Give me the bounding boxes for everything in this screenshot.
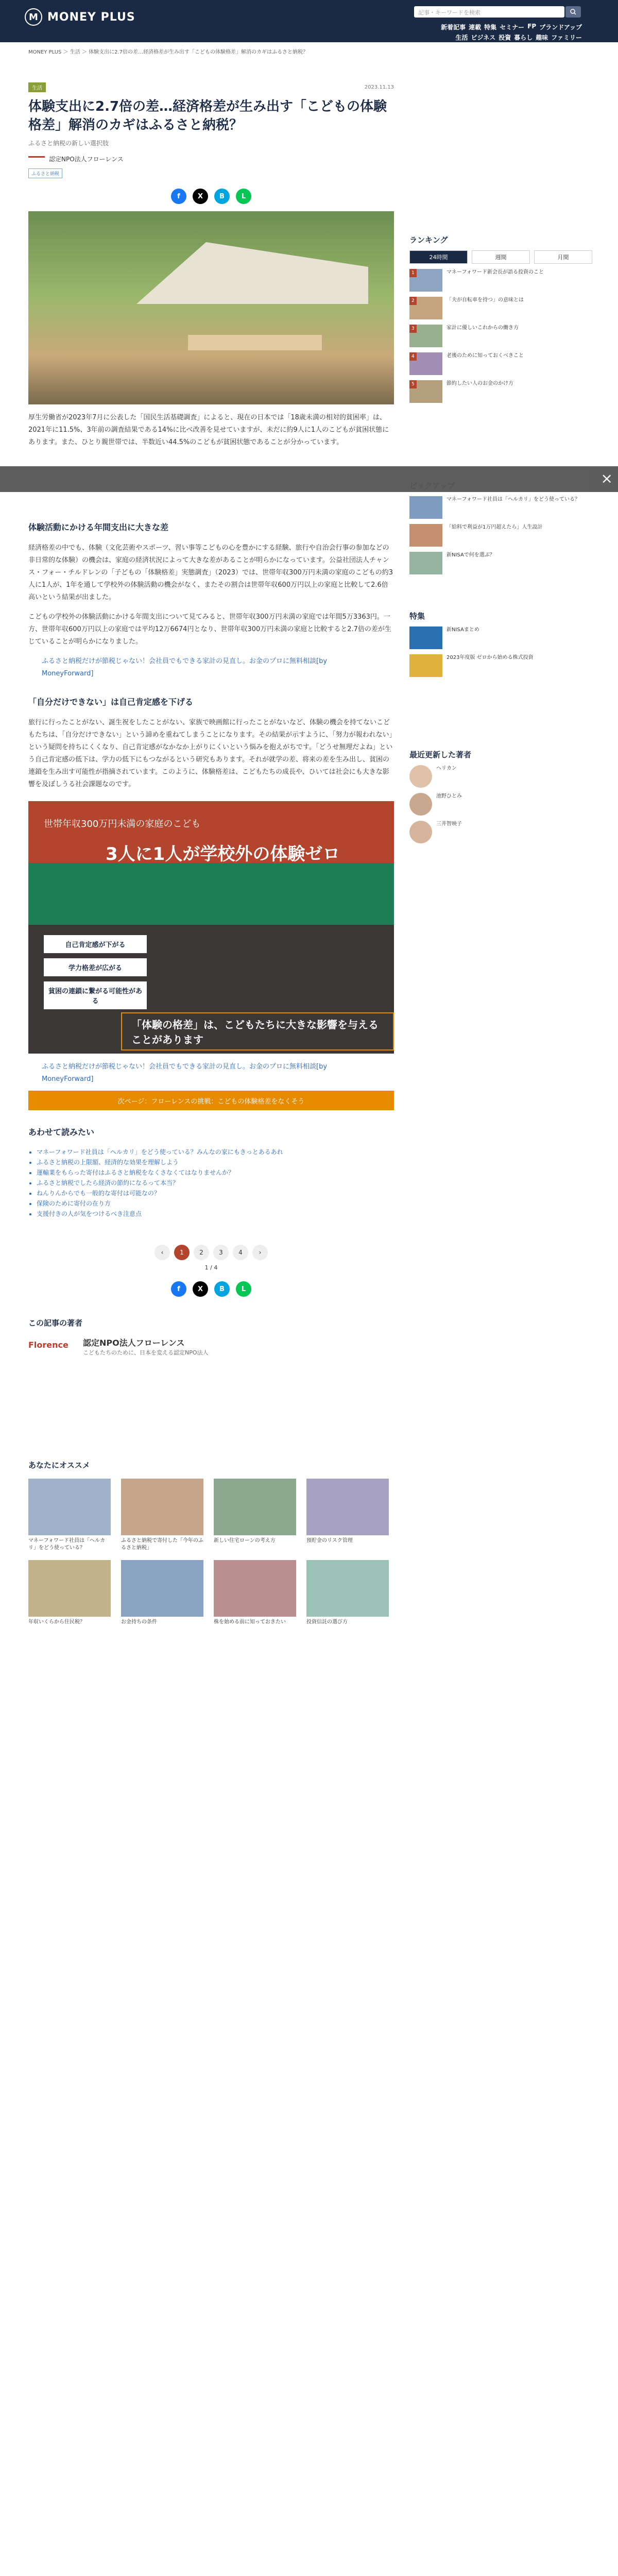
pagination [28, 1245, 394, 1260]
site-header [0, 0, 618, 42]
search-icon[interactable] [565, 6, 581, 18]
author-line[interactable] [28, 155, 394, 163]
recommend-title: あなたにオススメ [28, 1461, 90, 1470]
list-item[interactable]: • 保険のために寄付の在り方 [37, 1198, 394, 1209]
pickup-item[interactable]: マネーフォワード社員は「ヘルカリ」をどう使っている？ [409, 496, 592, 519]
hero-image [28, 211, 394, 404]
line-share-icon[interactable]: L [236, 189, 251, 204]
author-box-desc: こどもたちのために、日本を変える認定NPO法人 [83, 1349, 209, 1356]
tab-week[interactable]: 週間 [472, 250, 530, 264]
category-item[interactable]: ファミリー [551, 34, 582, 41]
category-item[interactable]: 暮らし [514, 34, 533, 41]
primary-nav [441, 23, 582, 31]
page-number[interactable]: 1 [174, 1245, 190, 1260]
banner-small-text: 世帯年収300万円未満の家庭のこども [44, 819, 201, 829]
pickup-item[interactable]: 新NISAで何を選ぶ？ [409, 552, 592, 574]
banner-item: 貧困の連鎖に繋がる可能性がある [44, 981, 147, 1009]
publish-date: 2023.11.13 [364, 84, 394, 90]
category-tag[interactable]: 生活 [28, 82, 46, 92]
recommend-grid [28, 1479, 394, 1626]
banner-item: 学力格差が広がる [44, 958, 147, 976]
nav-item[interactable]: 新着記事 [441, 24, 466, 31]
special-item[interactable]: 新NISAまとめ [409, 626, 592, 649]
recommend-card[interactable]: マネーフォワード社員は「ヘルカリ」をどう使っている？ [28, 1479, 111, 1552]
article [28, 82, 394, 1626]
site-logo[interactable] [25, 8, 135, 26]
category-item[interactable]: 生活 [455, 34, 468, 41]
recommend-card[interactable]: 株を始める前に知っておきたい [214, 1560, 296, 1626]
author-name: 認定NPO法人フローレンス [49, 156, 124, 163]
intro-paragraph: 厚生労働省が2023年7月に公表した「国民生活基礎調査」によると、現在の日本では「18歳未満の相対的貧困率」は、2021年に11.5%、3年前の調査結果である14%に比べ改善を見せていますが、未だに約9人に1人のこどもが貧困状態にあります。また、ひとり親世帯では、半数近い44.5%のこどもが貧困状態であることが分かっています。 [28, 414, 389, 446]
x-share-icon[interactable]: X [193, 1281, 208, 1297]
page-number[interactable]: 4 [233, 1245, 248, 1260]
nav-item[interactable]: 連載 [469, 24, 482, 31]
nav-item[interactable]: FP [527, 23, 537, 30]
nav-item[interactable]: セミナー [500, 24, 525, 31]
ad-link[interactable]: ふるさと納税だけが節税じゃない！会社員でもできる家計の見直し。お金のプロに無料相談[by MoneyForward] [42, 1063, 328, 1083]
ranking-item[interactable]: 3 家計に優しいこれからの働き方 [409, 325, 592, 347]
also-read-heading: あわせて読みたい [28, 1127, 95, 1137]
line-share-icon[interactable]: L [236, 1281, 251, 1297]
page-number[interactable]: 3 [213, 1245, 229, 1260]
ranking-item[interactable]: 1 マネーフォワード新会長が語る投資のこと [409, 269, 592, 292]
list-item[interactable]: • ねんりんからでも一般的な寄付は可能なの？ [37, 1188, 394, 1198]
topic-badge[interactable]: ふるさと納税 [28, 168, 62, 178]
ranking-tabs [409, 250, 592, 264]
florence-logo-icon: Florence [28, 1340, 68, 1350]
x-share-icon[interactable]: X [193, 189, 208, 204]
special-item[interactable]: 2023年度版 ゼロから始める株式投資 [409, 654, 592, 677]
banner-big-text: 3人に1人が学校外の体験ゼロ [106, 844, 340, 865]
list-item[interactable]: • ふるさと納税の上限額、経済的な効果を理解しよう [37, 1157, 394, 1167]
recommend-card[interactable]: お金持ちの条件 [121, 1560, 203, 1626]
next-page-button[interactable]: 次ページ：フローレンスの挑戦：こどもの体験格差をなくそう [28, 1091, 394, 1110]
logo-text: MONEY PLUS [47, 10, 135, 24]
breadcrumb[interactable]: MONEY PLUS ＞ 生活 ＞ 体験支出に2.7倍の差…経済格差が生み出す「こどもの体験格差」解消のカギはふるさと納税？ [28, 49, 308, 55]
category-item[interactable]: 趣味 [536, 34, 548, 41]
sidebar [409, 234, 592, 843]
also-read-list [28, 1147, 394, 1219]
recommend-card[interactable]: 預貯金のリスク管理 [306, 1479, 389, 1552]
hatena-share-icon[interactable]: B [214, 1281, 230, 1297]
article-title: 体験支出に2.7倍の差…経済格差が生み出す「こどもの体験格差」解消のカギはふるさと納税？ [28, 99, 387, 133]
close-icon[interactable]: × [600, 470, 613, 487]
recommend-card[interactable]: 年収いくらから住民税？ [28, 1560, 111, 1626]
author-logo-icon [28, 156, 45, 162]
ad-overlay-bar [0, 466, 618, 492]
special-title: 特集 [409, 612, 425, 621]
nav-item[interactable]: 特集 [484, 24, 497, 31]
ranking-item[interactable]: 5 節約したい人のお金のかけ方 [409, 380, 592, 403]
category-item[interactable]: 投資 [499, 34, 511, 41]
tab-24h[interactable]: 24時間 [409, 250, 468, 264]
writers-title: 最近更新した著者 [409, 750, 472, 759]
author-box[interactable] [28, 1336, 394, 1357]
tab-month[interactable]: 月間 [534, 250, 592, 264]
list-item[interactable]: • 運輸業をもらった寄付はふるさと納税をなくさなくてはなりませんか？ [37, 1167, 394, 1178]
section-heading: 「自分だけできない」は自己肯定感を下げる [28, 697, 194, 707]
facebook-share-icon[interactable]: f [171, 1281, 186, 1297]
recommend-card[interactable]: 投資信託の選び方 [306, 1560, 389, 1626]
share-buttons-bottom [28, 1281, 394, 1297]
ranking-item[interactable]: 4 老後のために知っておくべきこと [409, 352, 592, 375]
logo-mark-icon: M [25, 8, 42, 26]
next-page-icon[interactable]: › [252, 1245, 268, 1260]
recommend-card[interactable]: ふるさと納税で寄付した「今年のふるさと納税」 [121, 1479, 203, 1552]
facebook-share-icon[interactable]: f [171, 189, 186, 204]
recommend-card[interactable]: 新しい住宅ローンの考え方 [214, 1479, 296, 1552]
ad-link[interactable]: ふるさと納税だけが節税じゃない！会社員でもできる家計の見直し。お金のプロに無料相談[by MoneyForward] [42, 657, 328, 677]
hatena-share-icon[interactable]: B [214, 189, 230, 204]
page-indicator: 1 / 4 [204, 1264, 218, 1271]
author-box-title: この記事の著者 [28, 1318, 83, 1328]
paragraph: こどもの学校外の体験活動にかける年間支出について見てみると、世帯年収300万円未満の家庭では年間5万3363円。一方、世帯年収600万円以上の家庭では平均12万6674円となり、世帯年収300万円未満の家庭と比較すると2.7倍の差が生じていることが明らかになりました。 [28, 613, 391, 646]
ranking-title: ランキング [409, 235, 448, 245]
list-item[interactable]: • マネーフォワード社員は「ヘルカリ」をどう使っている？みんなの家にもきっとあるあれ [37, 1147, 394, 1157]
writer-item[interactable]: ヘリカン [409, 765, 592, 788]
nav-item[interactable]: ブランドアップ [539, 24, 582, 31]
author-box-name: 認定NPO法人フローレンス [83, 1338, 185, 1348]
pickup-item[interactable]: 「給料で利益が1万円超えたら」人生設計 [409, 524, 592, 547]
share-buttons [28, 189, 394, 204]
banner-bottom-text: 「体験の格差」は、こどもたちに大きな影響を与えることがあります [121, 1012, 394, 1050]
article-subtitle: ふるさと納税の新しい選択肢 [28, 140, 109, 147]
paragraph: 経済格差の中でも、体験（文化芸術やスポーツ、習い事等こどもの心を豊かにする経験、旅行や自治会行事の参加などの非日常的な体験）の機会は、家庭の経済状況によって大きな差があることが明らかになっています。公益社団法人チャンス・フォー・チルドレンの「子どもの「体験格差」実態調査」（2023）では、世帯年収300万円未満の家庭のこどもの約3人に1人が、1年を通して学校外の体験活動の機会がなく、またその割合は世帯年収600万円以上の家庭と比較して2.6倍高いという結果が出ました。 [28, 544, 393, 601]
infographic-banner [28, 801, 394, 1054]
page-number[interactable]: 2 [194, 1245, 209, 1260]
ranking-item[interactable]: 2 「夫が自転車を持つ」の意味とは [409, 297, 592, 319]
category-nav [456, 33, 582, 42]
paragraph: 旅行に行ったことがない、誕生祝をしたことがない、家族で映画館に行ったことがないなど、体験の機会を持てないこどもたちは、「自分だけできない」という諦めを重ねてしまうことになります。その結果が示すように、「努力が報われない」という疑問を持ちにくくなり、自己肯定感がなかなか上がりにくいという悩みを抱えがちです。「どうせ無理だよね」という自己肯定感の低下は、学力の低下にもつながるという研究もあります。それが就学の差、将来の差を生み出し、貧困の連鎖を生み出す可能性が指摘されています。このように、体験格差は、こどもたちの成長や、ひいては社会にも大きな影響を及ぼしうる社会課題なのです。 [28, 719, 393, 788]
banner-item: 自己肯定感が下がる [44, 935, 147, 953]
prev-page-icon[interactable]: ‹ [154, 1245, 170, 1260]
writer-item[interactable]: 三井智映子 [409, 821, 592, 843]
list-item[interactable]: • 支援付きの人が気をつけるべき注意点 [37, 1209, 394, 1219]
search-input[interactable]: 記事・キーワードを検索 [414, 6, 564, 18]
writer-item[interactable]: 池野ひとみ [409, 793, 592, 816]
list-item[interactable]: • ふるさと納税でしたら経済の節約になるって本当？ [37, 1178, 394, 1188]
category-item[interactable]: ビジネス [471, 34, 496, 41]
section-heading: 体験活動にかける年間支出に大きな差 [28, 522, 169, 532]
